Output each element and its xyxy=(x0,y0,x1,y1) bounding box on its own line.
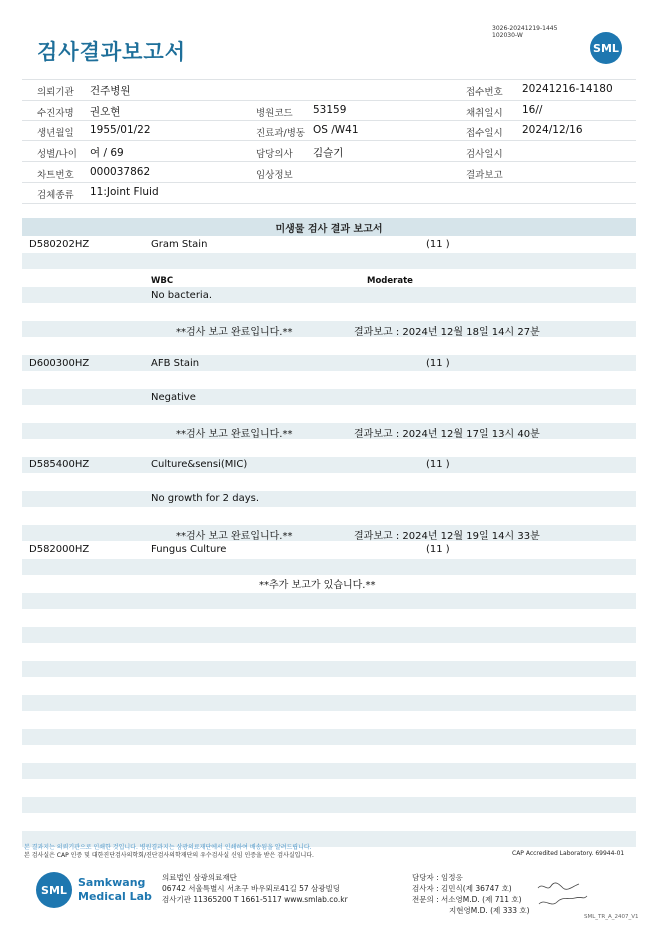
complete-message: **검사 보고 완료입니다.** xyxy=(176,327,293,338)
test-name: Fungus Culture xyxy=(151,544,227,555)
report-datetime: 결과보고 : 2024년 12월 17일 13시 40분 xyxy=(354,429,540,440)
row-band xyxy=(22,491,636,507)
row-band xyxy=(22,695,636,711)
label-chart-no: 차트번호 xyxy=(37,170,74,181)
divider xyxy=(22,203,636,204)
divider xyxy=(22,182,636,183)
report-datetime: 결과보고 : 2024년 12월 18일 14시 27분 xyxy=(354,327,540,338)
value-requester: 건주병원 xyxy=(90,85,131,97)
row-band xyxy=(22,355,636,371)
complete-message: **검사 보고 완료입니다.** xyxy=(176,429,293,440)
address: 06742 서울특별시 서초구 바우뫼로41길 57 삼광빌딩 xyxy=(162,884,341,893)
label-receipt-date: 접수일시 xyxy=(466,128,503,139)
contact: 검사기관 11365200 T 1661-5117 www.smlab.co.kr xyxy=(162,895,348,904)
print-notice: 본 결과지는 의뢰기관으로 인쇄한 것입니다. 병원결과지는 삼광의료재단에서 인쇄하여 배송됨을 알려드립니다. xyxy=(24,844,312,851)
gram-result: No bacteria. xyxy=(151,290,213,301)
complete-message: **검사 보고 완료입니다.** xyxy=(176,531,293,542)
label-birth-date: 생년월일 xyxy=(37,128,74,139)
label-doctor: 담당의사 xyxy=(256,149,293,160)
org-name: Samkwang xyxy=(78,876,146,889)
wbc-value: Moderate xyxy=(367,276,413,286)
divider xyxy=(22,79,636,80)
label-hospital-code: 병원코드 xyxy=(256,108,293,119)
label-specimen: 검체종류 xyxy=(37,190,74,201)
row-band xyxy=(22,423,636,439)
test-count: (11 ) xyxy=(426,358,450,369)
cap-notice: CAP Accredited Laboratory. 69944-01 xyxy=(512,850,625,857)
test-code: D582000HZ xyxy=(29,544,90,555)
value-sex-age: 여 / 69 xyxy=(90,147,124,159)
row-band xyxy=(22,389,636,405)
sml-logo-icon: SML xyxy=(590,32,622,64)
value-receipt-date: 2024/12/16 xyxy=(522,124,583,136)
test-count: (11 ) xyxy=(426,459,450,470)
row-band xyxy=(22,797,636,813)
value-patient-name: 권오현 xyxy=(90,106,121,118)
certification-notice: 본 검사실은 CAP 인증 및 대한진단검사의학회/진단검사의학재단의 우수검사실 신임 인증을 받은 검사실입니다. xyxy=(24,852,314,859)
row-band xyxy=(22,321,636,337)
row-band xyxy=(22,559,636,575)
staff-tester: 검사자 : 김민식(제 36747 호) xyxy=(412,884,512,893)
document-id: 3026-20241219-1445 102030-W xyxy=(492,25,558,39)
form-code: SML_TR_A_2407_V1 xyxy=(584,914,639,920)
test-code: D585400HZ xyxy=(29,459,90,470)
row-band xyxy=(22,729,636,745)
row-band xyxy=(22,457,636,473)
value-chart-no: 000037862 xyxy=(90,166,151,178)
label-sex-age: 성별/나이 xyxy=(37,149,77,160)
label-collection-date: 채취일시 xyxy=(466,108,503,119)
label-department: 진료과/병동 xyxy=(256,128,306,139)
wbc-label: WBC xyxy=(151,276,174,286)
foundation-name: 의료법인 삼광의료재단 xyxy=(162,873,237,882)
row-band xyxy=(22,763,636,779)
label-patient-name: 수진자명 xyxy=(37,108,74,119)
test-code: D580202HZ xyxy=(29,239,90,250)
value-hospital-code: 53159 xyxy=(313,104,347,116)
row-band xyxy=(22,661,636,677)
value-collection-date: 16// xyxy=(522,104,543,116)
row-band xyxy=(22,593,636,609)
value-department: OS /W41 xyxy=(313,124,359,136)
pending-message: **추가 보고가 있습니다.** xyxy=(259,580,376,591)
test-name: Gram Stain xyxy=(151,239,208,250)
staff-specialist-1: 전문의 : 서소영M.D. (제 711 호) xyxy=(412,895,522,904)
afb-result: Negative xyxy=(151,392,196,403)
test-name: AFB Stain xyxy=(151,358,200,369)
label-requester: 의뢰기관 xyxy=(37,87,74,98)
staff-manager: 담당자 : 임정응 xyxy=(412,873,463,882)
row-band xyxy=(22,287,636,303)
signature-icon xyxy=(535,878,590,912)
label-clinical-info: 임상정보 xyxy=(256,170,293,181)
row-band xyxy=(22,627,636,643)
divider xyxy=(22,100,636,101)
test-name: Culture&sensi(MIC) xyxy=(151,459,248,470)
value-birth-date: 1955/01/22 xyxy=(90,124,151,136)
test-code: D600300HZ xyxy=(29,358,90,369)
test-count: (11 ) xyxy=(426,544,450,555)
org-name-2: Medical Lab xyxy=(78,890,152,903)
page-title: 검사결과보고서 xyxy=(37,40,187,64)
row-band xyxy=(22,525,636,541)
value-accession-no: 20241216-14180 xyxy=(522,83,613,95)
label-test-date: 검사일시 xyxy=(466,149,503,160)
value-doctor: 김슬기 xyxy=(313,147,344,159)
divider xyxy=(22,120,636,121)
label-report-date: 결과보고 xyxy=(466,170,503,181)
divider xyxy=(22,140,636,141)
divider xyxy=(22,161,636,162)
label-accession-no: 접수번호 xyxy=(466,87,503,98)
culture-result: No growth for 2 days. xyxy=(151,493,260,504)
staff-specialist-2: 지현영M.D. (제 333 호) xyxy=(449,906,530,915)
value-specimen: 11:Joint Fluid xyxy=(90,186,159,198)
sml-footer-logo-icon: SML xyxy=(36,872,72,908)
test-count: (11 ) xyxy=(426,239,450,250)
section-header: 미생물 검사 결과 보고서 xyxy=(22,218,636,236)
row-band xyxy=(22,253,636,269)
report-datetime: 결과보고 : 2024년 12월 19일 14시 33분 xyxy=(354,531,540,542)
